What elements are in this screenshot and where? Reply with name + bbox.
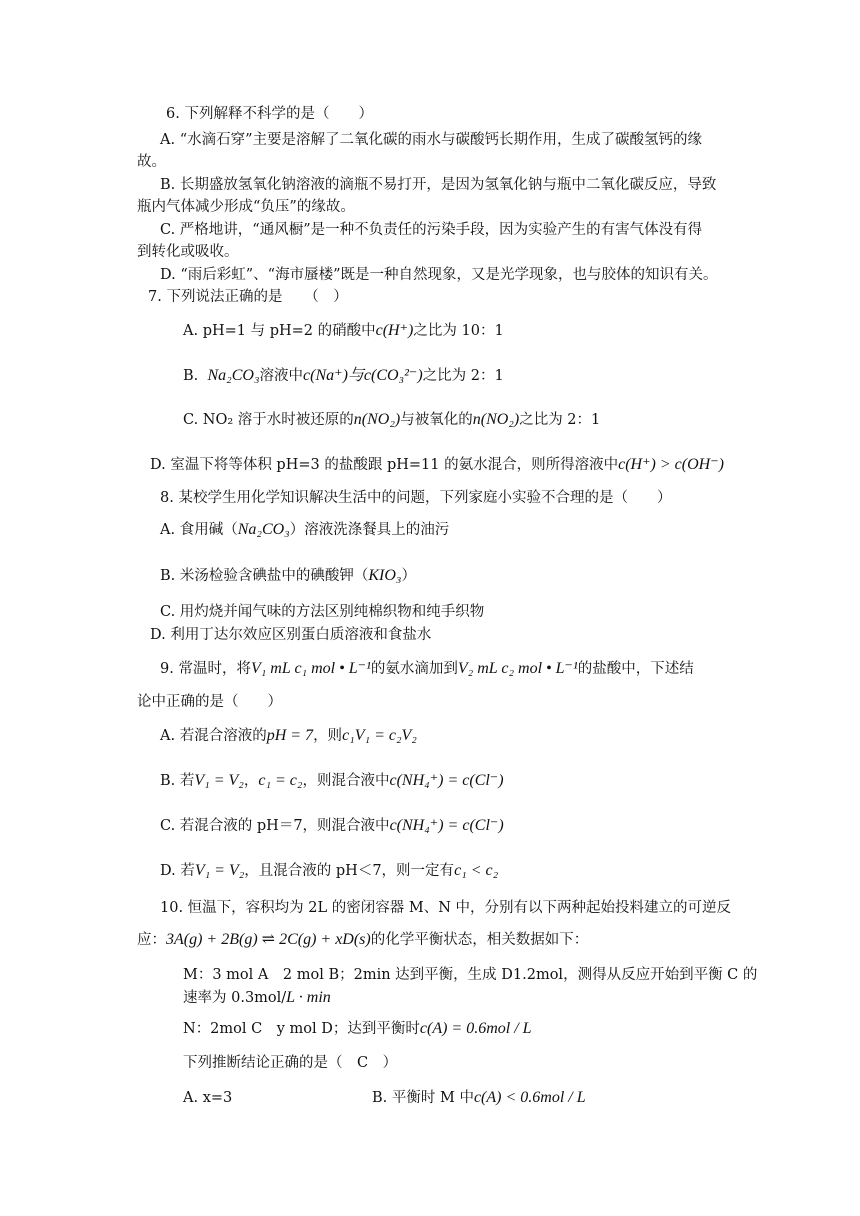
q9-a-formula1: pH = 7 [266,727,314,744]
q8-b-formula: KIO₃ [368,567,402,584]
q7-c-mid: 与被氧化的 [400,412,473,428]
q10-m-text: 速率为 0.3mol/ [183,990,287,1006]
q6-stem: 6. 下列解释不科学的是（ ） [166,106,373,122]
q10-option-b [372,1088,586,1108]
q9-b-text: B. 若 [160,773,195,789]
q9-stem-mid: 的氨水滴加到 [370,661,458,677]
q7-c-text: C. NO₂ 溶于水时被还原的 [183,412,354,428]
q9-option-c [160,816,504,836]
q10-n-line [183,1019,532,1039]
q8-b-text: B. 米汤检验含碘盐中的碘酸钾（ [160,568,369,584]
q7-b-tail: 之比为 2：1 [422,368,504,384]
q8-option-c: C. 用灼烧并闻气味的方法区别纯棉织物和纯手织物 [160,604,485,620]
q7-option-d [150,455,724,475]
q8-option-b [160,566,416,586]
q10-b-text: B. 平衡时 M 中 [372,1090,474,1106]
q10-m-line1: M：3 mol A 2 mol B；2min 达到平衡，生成 D1.2mol，测得从反应开始到平衡 C 的 [183,967,758,983]
q9-d-mid: ，且混合液的 pH＜7，则一定有 [244,863,455,879]
q7-b-formula2: c(Na⁺)与c(CO₃²⁻) [303,367,423,384]
q7-a-text: A. pH=1 与 pH=2 的硝酸中 [183,323,376,339]
q7-option-c [183,410,600,430]
q9-a-formula2: c₁V₁ = c₂V₂ [342,727,417,744]
q10-equation: 3A(g) + 2B(g) ⇌ 2C(g) + xD(s) [166,931,371,948]
q7-option-b [183,366,504,386]
q9-stem-text: 9. 常温时，将 [160,661,251,677]
q6-option-b-line2: 瓶内气体减少形成“负压”的缘故。 [137,199,355,215]
q7-c-formula1: n(NO₂) [353,411,401,428]
q6-option-d: D. “雨后彩虹”、“海市蜃楼”既是一种自然现象，又是光学现象，也与胶体的知识有关。 [160,267,718,283]
q7-d-text: D. 室温下将等体积 pH=3 的盐酸跟 pH=11 的氨水混合，则所得溶液中 [150,457,619,473]
q9-stem-line1 [160,659,694,679]
q7-c-tail: 之比为 2：1 [519,412,601,428]
q10-stem-line1: 10. 恒温下，容积均为 2L 的密闭容器 M、N 中，分别有以下两种起始投料建立的可逆反 [160,900,731,916]
q10-m-unit: L · min [286,989,331,1006]
q9-stem-formula1: V₁ mL c₁ mol • L⁻¹ [250,660,371,677]
q9-option-b [160,771,504,791]
q7-a-tail: 之比为 10：1 [413,323,504,339]
q9-b-mid: ，则混合液中 [302,773,390,789]
q9-b-formula3: c(NH₄⁺) = c(Cl⁻) [389,772,504,789]
q8-stem: 8. 某校学生用化学知识解决生活中的问题，下列家庭小实验不合理的是（ ） [160,490,672,506]
q6-option-a-line1: A. “水滴石穿”主要是溶解了二氧化碳的雨水与碳酸钙长期作用，生成了碳酸氢钙的缘 [160,132,703,148]
q7-a-formula: c(H⁺) [375,322,414,339]
q10-ask: 下列推断结论正确的是（ C ） [183,1055,398,1071]
q9-b-formula1: V₁ = V₂ [194,772,244,789]
q9-c-text: C. 若混合液的 pH＝7，则混合液中 [160,818,390,834]
q10-stem-tail: 的化学平衡状态，相关数据如下： [370,932,589,948]
q10-m-line2 [183,988,331,1008]
q9-d-formula2: c₁ < c₂ [454,862,499,879]
q10-b-formula: c(A) < 0.6mol / L [473,1089,586,1106]
q6-option-b-line1: B. 长期盛放氢氧化钠溶液的滴瓶不易打开，是因为氢氧化钠与瓶中二氧化碳反应，导致 [160,177,717,193]
q9-b-formula2: c₁ = c₂ [258,772,303,789]
q9-b-sep: ， [243,773,259,789]
q9-d-text: D. 若 [160,863,195,879]
q7-option-a [183,321,504,341]
q9-option-d [160,861,498,881]
q8-a-tail: ）溶液洗涤餐具上的油污 [289,522,450,538]
q7-b-formula1: Na₂CO₃ [207,367,260,384]
q6-option-a-line2: 故。 [137,154,166,170]
q9-d-formula1: V₁ = V₂ [194,862,245,879]
q7-stem: 7. 下列说法正确的是 （ ） [148,289,348,305]
q7-b-mid: 溶液中 [259,368,304,384]
q9-option-a [160,726,417,746]
q10-option-a: A. x=3 [183,1090,233,1106]
q7-b-label: B. [183,368,199,384]
q7-c-formula2: n(NO₂) [472,411,520,428]
q9-a-mid: ，则 [313,728,343,744]
q10-stem-label: 应： [137,932,166,948]
q8-b-tail: ） [401,568,416,584]
q10-n-formula: c(A) = 0.6mol / L [419,1020,532,1037]
q10-stem-line2 [137,930,588,950]
q8-a-formula: Na₂CO₃ [237,521,290,538]
q9-c-formula: c(NH₄⁺) = c(Cl⁻) [389,817,504,834]
q9-stem-line2: 论中正确的是（ ） [137,694,282,710]
q8-a-text: A. 食用碱（ [160,522,238,538]
q6-option-c-line1: C. 严格地讲，“通风橱”是一种不负责任的污染手段，因为实验产生的有害气体没有得 [160,222,703,238]
q8-option-d: D. 利用丁达尔效应区别蛋白质溶液和食盐水 [150,627,432,643]
q9-stem-formula2: V₂ mL c₂ mol • L⁻¹ [457,660,578,677]
q10-n-text: N：2mol C y mol D；达到平衡时 [183,1021,420,1037]
q6-option-c-line2: 到转化或吸收。 [137,244,239,260]
q9-stem-tail: 的盐酸中，下述结 [577,661,694,677]
q7-d-formula: c(H⁺) > c(OH⁻) [618,456,724,473]
q9-a-text: A. 若混合溶液的 [160,728,267,744]
q8-option-a [160,520,449,540]
